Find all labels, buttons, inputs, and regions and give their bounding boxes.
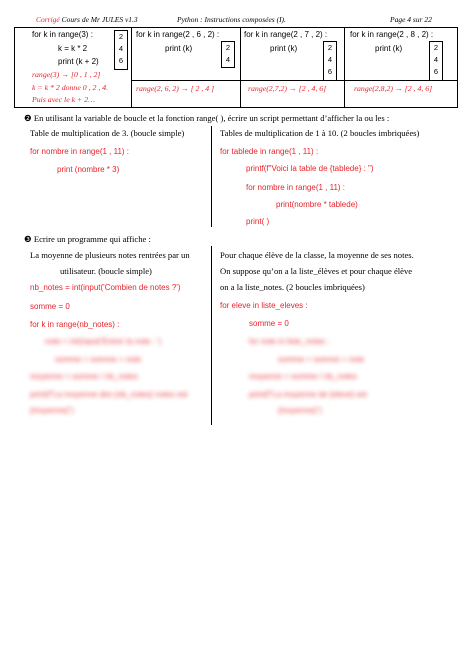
c2-line1: for k in range(2 , 6 , 2) : — [136, 30, 220, 39]
c4-output-2: 4 — [433, 55, 439, 64]
table-divider-3 — [344, 27, 345, 107]
section3-divider — [211, 246, 212, 425]
table-right-border — [457, 27, 458, 107]
s2-right-code-5: print( ) — [246, 217, 270, 226]
s3-left-hidden-5: {moyenne}") — [30, 406, 74, 415]
c3-line2: print (k) — [270, 44, 298, 53]
c2-output-2: 4 — [225, 55, 231, 64]
header-course: Cours de Mr JULES v1.3 — [61, 15, 138, 24]
s2-right-code-1: for tablede in range(1 , 11) : — [220, 147, 319, 156]
s3-left-hidden-2: somme = somme + note — [55, 355, 142, 364]
s3-right-hidden-1: for note in liste_notes : — [249, 337, 330, 346]
c1-output-3: 6 — [118, 56, 124, 65]
header-page: Page 4 sur 22 — [390, 15, 432, 24]
s3-right-text-3: on a la liste_notes. (2 boucles imbriquées) — [220, 282, 365, 292]
c3-output-1: 2 — [327, 43, 333, 52]
s3-left-code-3: for k in range(nb_notes) : — [30, 320, 120, 329]
s3-right-hidden-5: {moyenne}") — [278, 406, 322, 415]
c4-output-box — [429, 41, 443, 81]
s3-left-code-2: somme = 0 — [30, 302, 70, 311]
s3-right-hidden-4: print(f"La moyenne de {eleve} est — [249, 390, 368, 399]
table-top-border — [14, 27, 458, 28]
c3-explain: range(2,7,2) → [2 , 4, 6] — [248, 84, 327, 93]
table-mid-line — [131, 80, 457, 81]
s2-right-code-4: print(nombre * tablede) — [276, 200, 358, 209]
section2-heading: ❷ En utilisant la variable de boucle et la fonction range( ), écrire un script permettant d’afficher la ou les : — [24, 113, 390, 123]
section2-left-title: Table de multiplication de 3. (boucle simple) — [30, 128, 185, 138]
table-bottom-border — [14, 107, 458, 108]
c1-explain-2: k = k * 2 donne 0 , 2 , 4. — [32, 83, 109, 92]
table-left-border — [14, 27, 15, 107]
s3-right-hidden-3: moyenne = somme / nb_notes — [249, 372, 357, 381]
s3-right-text-1: Pour chaque élève de la classe, la moyenne de ses notes. — [220, 250, 414, 260]
s2-right-code-2: printf(f"Voici la table de {tablede} : ") — [246, 164, 374, 173]
s3-left-title-2: utilisateur. (boucle simple) — [60, 266, 152, 276]
s2-left-code-2: print (nombre * 3) — [57, 165, 120, 174]
c2-output-box — [221, 41, 235, 68]
c1-line1: for k in range(3) : — [32, 30, 93, 39]
s3-right-hidden-2: somme = somme + note — [278, 355, 365, 364]
c1-line2: k = k * 2 — [58, 44, 88, 53]
c1-explain-1: range(3) → [0 , 1 , 2] — [32, 70, 101, 79]
c3-output-3: 6 — [327, 67, 333, 76]
s3-right-code-2: somme = 0 — [249, 319, 289, 328]
s3-left-hidden-3: moyenne = somme / nb_notes — [30, 372, 138, 381]
c3-output-2: 4 — [327, 55, 333, 64]
c2-explain: range(2, 6, 2) → [ 2 , 4 ] — [136, 84, 215, 93]
c3-output-box — [323, 41, 337, 81]
s3-right-code-1: for eleve in liste_eleves : — [220, 301, 308, 310]
s3-left-title-1: La moyenne de plusieurs notes rentrées par un — [30, 250, 190, 260]
c4-output-1: 2 — [433, 43, 439, 52]
s3-left-hidden-1: note = int(input('Entrer la note : ') — [45, 337, 162, 346]
s2-right-code-3: for nombre in range(1 , 11) : — [246, 183, 346, 192]
s3-left-hidden-4: print(f"La moyenne des {nb_notes} notes est — [30, 390, 188, 399]
c1-line3: print (k + 2) — [58, 57, 99, 66]
c1-output-1: 2 — [118, 32, 124, 41]
header-topic: Python : Instructions composées (I). — [177, 15, 286, 24]
section2-right-title: Tables de multiplication de 1 à 10. (2 boucles imbriquées) — [220, 128, 420, 138]
s2-left-code-1: for nombre in range(1 , 11) : — [30, 147, 130, 156]
c1-output-2: 4 — [118, 44, 124, 53]
c1-output-box — [114, 30, 128, 70]
header-corrige: Corrigé — [36, 15, 60, 24]
c2-line2: print (k) — [165, 44, 193, 53]
s3-right-text-2: On suppose qu’on a la liste_élèves et pour chaque élève — [220, 266, 413, 276]
c3-line1: for k in range(2 , 7 , 2) : — [244, 30, 328, 39]
c1-explain-3: Puis avec le k + 2… — [32, 95, 96, 104]
c2-output-1: 2 — [225, 43, 231, 52]
c4-output-3: 6 — [433, 67, 439, 76]
s3-left-code-1: nb_notes = int(input('Combien de notes ?') — [30, 283, 181, 292]
section2-divider — [211, 126, 212, 227]
section3-heading: ❸ Ecrire un programme qui affiche : — [24, 234, 151, 244]
table-divider-2 — [240, 27, 241, 107]
c4-explain: range(2,8,2) → [2 , 4, 6] — [354, 84, 433, 93]
table-divider-1 — [131, 27, 132, 107]
header-left — [36, 15, 138, 24]
c4-line2: print (k) — [375, 44, 403, 53]
c4-line1: for k in range(2 , 8 , 2) : — [350, 30, 434, 39]
